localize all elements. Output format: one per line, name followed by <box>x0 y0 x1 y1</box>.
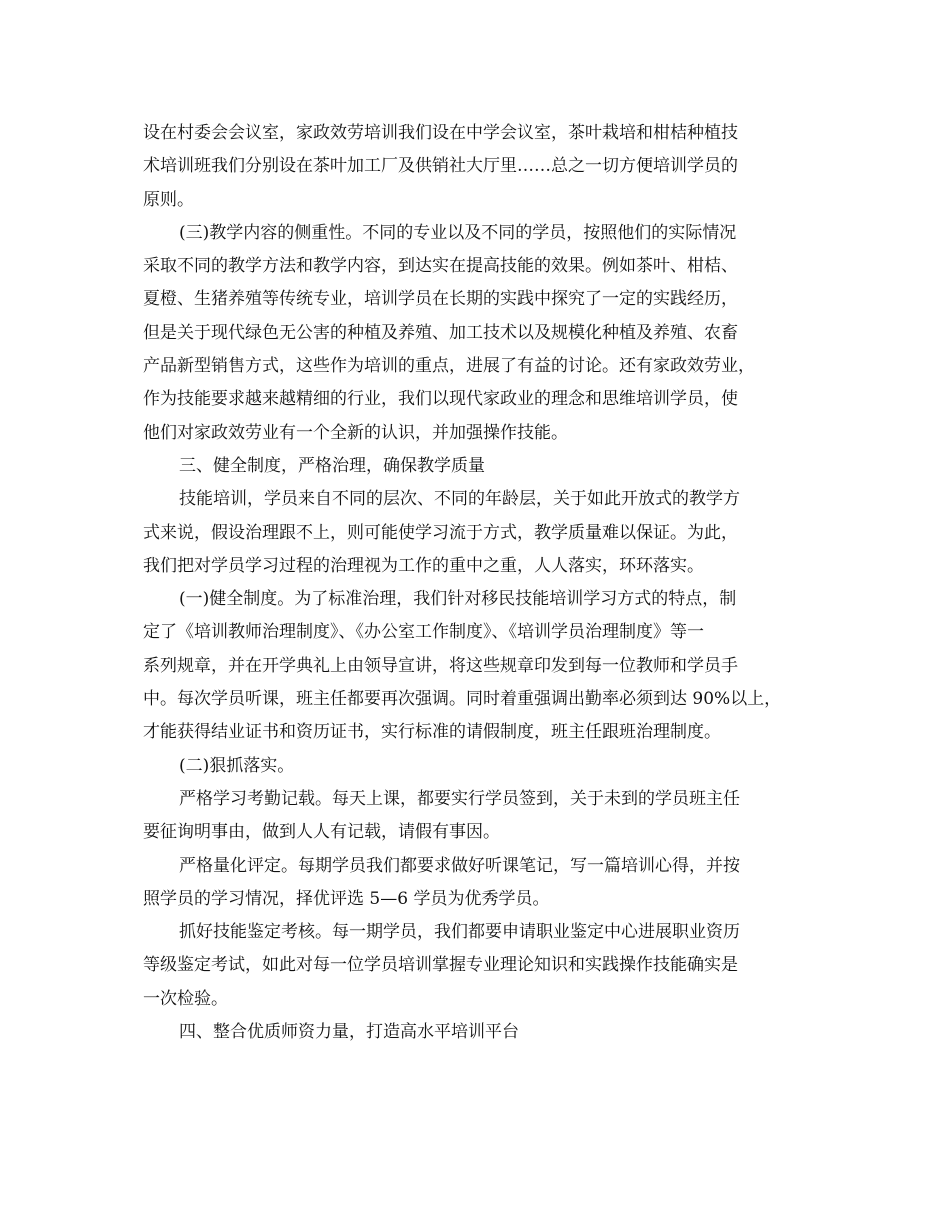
document-body <box>143 117 823 1049</box>
text-line: 系列规章，并在开学典礼上由领导宣讲，将这些规章印发到每一位教师和学员手 <box>143 655 738 676</box>
paragraph-start-line: 严格学习考勤记载。每天上课，都要实行学员签到，关于未到的学员班主任 <box>179 788 740 809</box>
text-line: 原则。 <box>143 189 194 210</box>
text-line: 才能获得结业证书和资历证书，实行标准的请假制度，班主任跟班治理制度。 <box>143 722 721 743</box>
paragraph-start-line: 抓好技能鉴定考核。每一期学员，我们都要申请职业鉴定中心进展职业资历 <box>179 922 740 943</box>
text-line: 但是关于现代绿色无公害的种植及养殖、加工技术以及规模化种植及养殖、农畜 <box>143 322 738 343</box>
paragraph-start-line: 严格量化评定。每期学员我们都要求做好听课笔记，写一篇培训心得，并按 <box>179 855 740 876</box>
text-line: 术培训班我们分别设在茶叶加工厂及供销社大厅里……总之一切方便培训学员的 <box>143 156 738 177</box>
paragraph-heading-line: (一)健全制度。为了标准治理，我们针对移民技能培训学习方式的特点，制 <box>179 589 737 610</box>
text-line: 中。每次学员听课，班主任都要再次强调。同时着重强调出勤率必须到达 90%以上， <box>143 689 782 710</box>
section-heading: 三、健全制度，严格治理，确保教学质量 <box>179 455 485 476</box>
text-line: 式来说，假设治理跟不上，则可能使学习流于方式，教学质量难以保证。为此， <box>143 522 738 543</box>
text-line: 作为技能要求越来越精细的行业，我们以现代家政业的理念和思维培训学员，使 <box>143 389 738 410</box>
text-line: 照学员的学习情况，择优评选 5—6 学员为优秀学员。 <box>143 888 550 909</box>
paragraph-heading-line: (二)狠抓落实。 <box>179 755 295 776</box>
paragraph-heading-line: (三)教学内容的侧重性。不同的专业以及不同的学员，按照他们的实际情况 <box>179 222 737 243</box>
text-line: 一次检验。 <box>143 988 228 1009</box>
text-line: 采取不同的教学方法和教学内容，到达实在提高技能的效果。例如茶叶、柑桔、 <box>143 256 738 277</box>
text-line: 夏橙、生猪养殖等传统专业，培训学员在长期的实践中探究了一定的实践经历， <box>143 289 738 310</box>
text-line: 我们把对学员学习过程的治理视为工作的重中之重，人人落实，环环落实。 <box>143 555 704 576</box>
text-line: 要征询明事由，做到人人有记载，请假有事因。 <box>143 822 500 843</box>
text-line: 定了《培训教师治理制度》、《办公室工作制度》、《培训学员治理制度》等一 <box>143 622 704 643</box>
text-line: 他们对家政效劳业有一个全新的认识，并加强操作技能。 <box>143 422 568 443</box>
paragraph-start-line: 技能培训，学员来自不同的层次、不同的年龄层，关于如此开放式的教学方 <box>179 489 740 510</box>
text-line: 产品新型销售方式，这些作为培训的重点，进展了有益的讨论。还有家政效劳业， <box>143 356 755 377</box>
section-heading: 四、整合优质师资力量，打造高水平培训平台 <box>179 1022 519 1043</box>
text-line: 等级鉴定考试，如此对每一位学员培训掌握专业理论知识和实践操作技能确实是 <box>143 955 738 976</box>
text-line: 设在村委会会议室，家政效劳培训我们设在中学会议室，茶叶栽培和柑桔种植技 <box>143 123 738 143</box>
